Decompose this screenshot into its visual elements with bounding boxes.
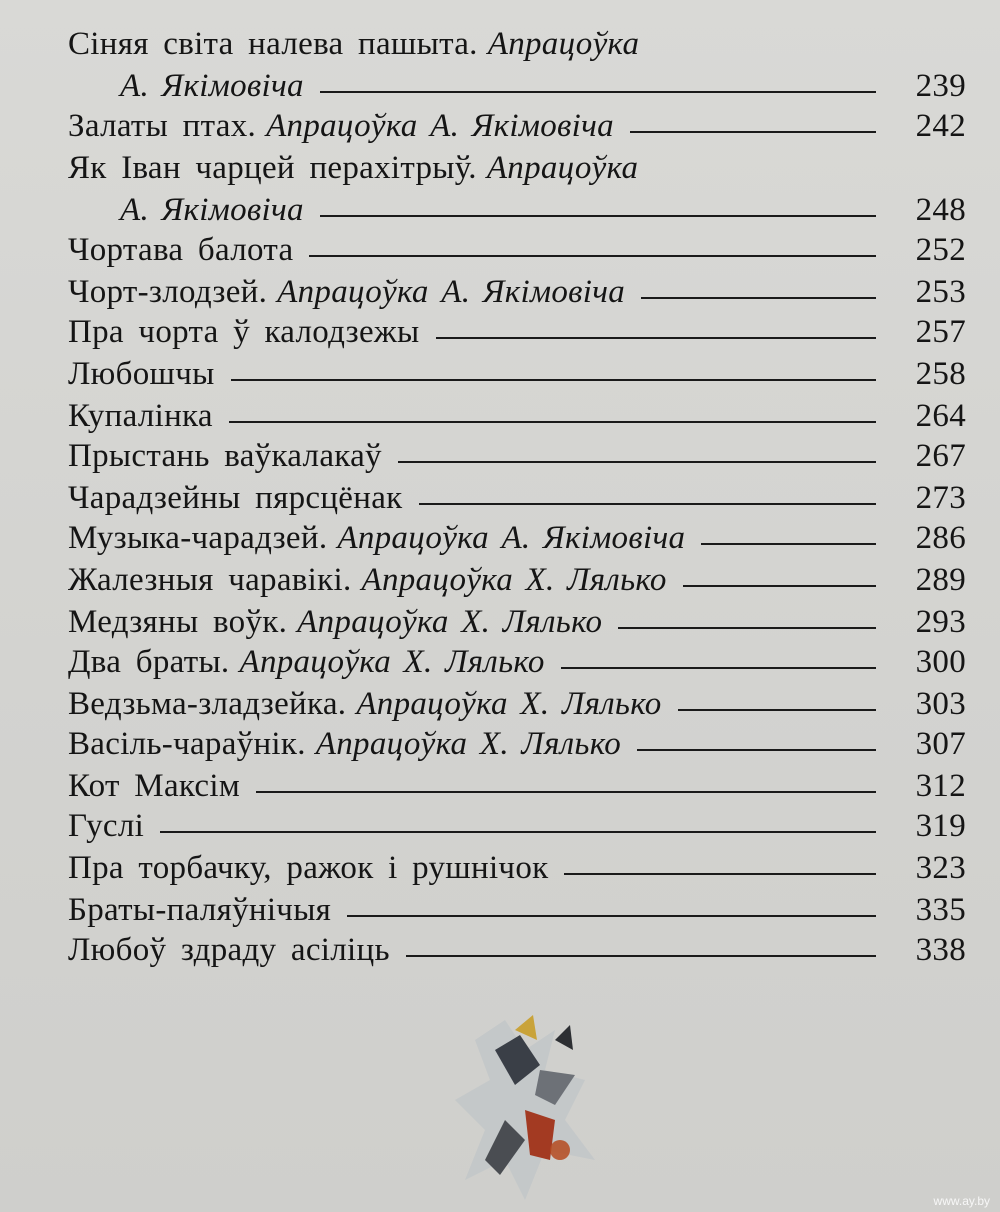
toc-entry-title: Гуслі: [68, 808, 145, 844]
toc-entry-page: 286: [915, 520, 966, 556]
toc-entry-title: Сіняя світа налева пашыта.: [68, 26, 478, 62]
leader-dash: [320, 215, 876, 217]
toc-entry-page: 253: [915, 274, 966, 310]
leader-dash: [231, 379, 876, 381]
toc-entry: [68, 928, 966, 972]
watermark: www.ay.by: [933, 1194, 990, 1208]
toc-entry: [68, 764, 966, 808]
toc-entry-title: Чорт-злодзей.: [68, 274, 268, 310]
toc-entry: [68, 270, 966, 314]
toc-entry-title: Чарадзейны пярсцёнак: [68, 480, 403, 516]
toc-entry-page: 258: [915, 356, 966, 392]
toc-entry-author: А. Якімовіча: [120, 68, 304, 104]
toc-entry-title: Пра чорта ў калодзежы: [68, 314, 420, 350]
toc-entry-page: 289: [915, 562, 966, 598]
toc-entry-title: Як Іван чарцей перахітрыў.: [68, 150, 477, 186]
toc-entry-page: 293: [915, 604, 966, 640]
toc-entry-page: 307: [915, 726, 966, 762]
toc-entry-page: 257: [915, 314, 966, 350]
toc-entry: [68, 22, 966, 66]
toc-entry-page: 273: [915, 480, 966, 516]
toc-entry-author: Апрацоўка Х. Лялько: [356, 686, 662, 722]
toc-entry: [68, 352, 966, 396]
toc-entry-title: Васіль-чараўнік.: [68, 726, 306, 762]
toc-entry-page: 267: [915, 438, 966, 474]
toc-entry: [68, 476, 966, 520]
toc-entry-page: 335: [915, 892, 966, 928]
toc-entry-title: Жалезныя чаравікі.: [68, 562, 352, 598]
toc-entry-title: Залаты птах.: [68, 108, 257, 144]
toc-entry-title: Купалінка: [68, 398, 213, 434]
leader-dash: [398, 461, 876, 463]
toc-entry: [68, 846, 966, 890]
toc-entry: [68, 804, 966, 848]
toc-entry: [68, 558, 966, 602]
leader-dash: [561, 667, 876, 669]
toc-entry: [68, 888, 966, 932]
leader-dash: [683, 585, 876, 587]
toc-entry-title: Медзяны воўк.: [68, 604, 288, 640]
leader-dash: [309, 255, 876, 257]
toc-entry-author: Апрацоўка: [486, 150, 639, 186]
toc-entry-author: Апрацоўка Х. Лялько: [239, 644, 545, 680]
toc-entry: [68, 104, 966, 148]
toc-entry-title: Два браты.: [68, 644, 230, 680]
toc-entry: [68, 146, 966, 190]
toc-entry: [68, 600, 966, 644]
leader-dash: [436, 337, 877, 339]
toc-entry-page: 303: [915, 686, 966, 722]
toc-entry-page: 242: [915, 108, 966, 144]
toc-entry-title: Музыка-чарадзей.: [68, 520, 328, 556]
toc-entry-page: 239: [915, 68, 966, 104]
toc-entry: [68, 640, 966, 684]
toc-entry-page: 252: [915, 232, 966, 268]
toc-entry-author: А. Якімовіча: [120, 192, 304, 228]
toc-entry-page: 323: [915, 850, 966, 886]
leader-dash: [678, 709, 876, 711]
toc-entry: [68, 228, 966, 272]
toc-entry: [68, 394, 966, 438]
toc-entry-title: Пра торбачку, ражок і рушнічок: [68, 850, 549, 886]
toc-entry-page: 319: [915, 808, 966, 844]
leader-dash: [406, 955, 876, 957]
toc-entry-author: Апрацоўка: [487, 26, 640, 62]
toc-entry-page: 264: [915, 398, 966, 434]
toc-entry-author: Апрацоўка Х. Лялько: [315, 726, 622, 762]
toc-entry: [68, 516, 966, 560]
toc-entry-page: 248: [915, 192, 966, 228]
toc-entry: [120, 188, 966, 232]
folk-illustration-icon: [445, 1010, 605, 1210]
toc-entry-title: Ведзьма-зладзейка.: [68, 686, 347, 722]
leader-dash: [564, 873, 876, 875]
leader-dash: [630, 131, 876, 133]
toc-entry-title: Прыстань ваўкалакаў: [68, 438, 382, 474]
toc-entry-author: Апрацоўка А. Якімовіча: [337, 520, 686, 556]
leader-dash: [637, 749, 876, 751]
toc-entry: [68, 682, 966, 726]
toc-entry-page: 312: [915, 768, 966, 804]
leader-dash: [419, 503, 877, 505]
toc-entry-page: 338: [915, 932, 966, 968]
leader-dash: [641, 297, 876, 299]
toc-entry: [68, 434, 966, 478]
toc-entry-title: Чортава балота: [68, 232, 294, 268]
toc-entry: [68, 310, 966, 354]
toc-entry-title: Браты-паляўнічыя: [68, 892, 332, 928]
leader-dash: [701, 543, 876, 545]
toc-entry-title: Кот Максім: [68, 768, 241, 804]
leader-dash: [256, 791, 876, 793]
toc-entry-author: Апрацоўка А. Якімовіча: [277, 274, 626, 310]
toc-entry: [120, 64, 966, 108]
toc-entry-title: Любошчы: [68, 356, 215, 392]
toc-entry-page: 300: [915, 644, 966, 680]
toc-entry-title: Любоў здраду асіліць: [68, 932, 390, 968]
toc-entry-author: Апрацоўка Х. Лялько: [361, 562, 667, 598]
toc-entry: [68, 722, 966, 766]
toc-entry-author: Апрацоўка А. Якімовіча: [266, 108, 614, 144]
leader-dash: [160, 831, 876, 833]
leader-dash: [229, 421, 876, 423]
leader-dash: [347, 915, 876, 917]
toc-entry-author: Апрацоўка Х. Лялько: [297, 604, 603, 640]
leader-dash: [618, 627, 876, 629]
leader-dash: [320, 91, 876, 93]
